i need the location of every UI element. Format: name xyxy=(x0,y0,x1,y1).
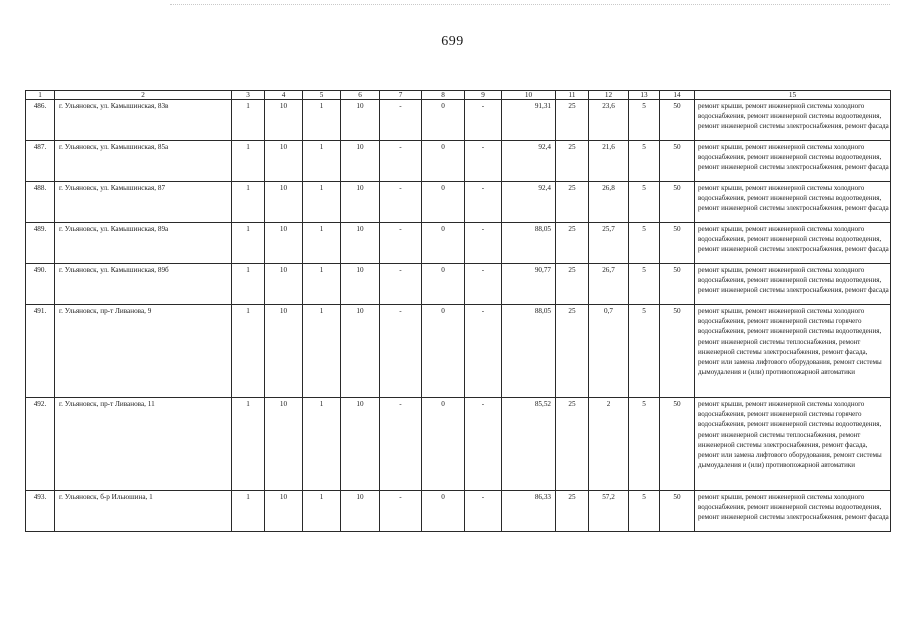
cell-col-8: 0 xyxy=(422,223,465,264)
cell-col-13: 5 xyxy=(629,305,660,398)
cell-col-4: 10 xyxy=(265,305,303,398)
cell-col-5: 1 xyxy=(303,182,341,223)
cell-col-10: 90,77 xyxy=(502,264,556,305)
cell-col-7: - xyxy=(380,100,422,141)
cell-col-14: 50 xyxy=(660,100,695,141)
table-row xyxy=(26,100,891,141)
cell-row-number: 488. xyxy=(26,182,55,223)
table-row xyxy=(26,223,891,264)
cell-address: г. Ульяновск, ул. Камышинская, 83в xyxy=(55,100,232,141)
cell-col-13: 5 xyxy=(629,141,660,182)
cell-col-4: 10 xyxy=(265,264,303,305)
cell-col-5: 1 xyxy=(303,264,341,305)
cell-col-3: 1 xyxy=(232,264,265,305)
cell-col-10: 85,52 xyxy=(502,398,556,491)
column-header-3: 3 xyxy=(232,91,265,100)
cell-work-types: ремонт крыши, ремонт инженерной системы холодного водоснабжения, ремонт инженерной системы водоотведения, ремонт инженерной системы электроснабжения, ремонт фасада xyxy=(695,182,891,223)
column-header-11: 11 xyxy=(556,91,589,100)
cell-row-number: 493. xyxy=(26,491,55,532)
cell-work-types: ремонт крыши, ремонт инженерной системы холодного водоснабжения, ремонт инженерной системы водоотведения, ремонт инженерной системы электроснабжения, ремонт фасада xyxy=(695,264,891,305)
table-body xyxy=(26,100,891,532)
cell-col-11: 25 xyxy=(556,141,589,182)
column-header-15: 15 xyxy=(695,91,891,100)
cell-col-4: 10 xyxy=(265,223,303,264)
cell-col-3: 1 xyxy=(232,305,265,398)
cell-row-number: 489. xyxy=(26,223,55,264)
cell-col-7: - xyxy=(380,182,422,223)
cell-col-6: 10 xyxy=(341,100,380,141)
cell-col-4: 10 xyxy=(265,491,303,532)
cell-col-11: 25 xyxy=(556,182,589,223)
cell-col-6: 10 xyxy=(341,305,380,398)
cell-col-7: - xyxy=(380,305,422,398)
cell-col-6: 10 xyxy=(341,398,380,491)
table-row xyxy=(26,491,891,532)
table-row xyxy=(26,264,891,305)
cell-col-10: 92,4 xyxy=(502,141,556,182)
cell-col-11: 25 xyxy=(556,398,589,491)
cell-row-number: 492. xyxy=(26,398,55,491)
cell-col-12: 0,7 xyxy=(589,305,629,398)
cell-col-5: 1 xyxy=(303,141,341,182)
cell-col-4: 10 xyxy=(265,100,303,141)
column-header-8: 8 xyxy=(422,91,465,100)
cell-col-11: 25 xyxy=(556,491,589,532)
cell-col-5: 1 xyxy=(303,100,341,141)
cell-col-7: - xyxy=(380,264,422,305)
cell-col-5: 1 xyxy=(303,491,341,532)
cell-col-4: 10 xyxy=(265,182,303,223)
cell-work-types: ремонт крыши, ремонт инженерной системы холодного водоснабжения, ремонт инженерной системы горячего водоснабжения, ремонт инженерной системы водоотведения, ремонт инженерной системы теплоснабжения, ремонт инженерной системы электроснабжения, ремонт фасада, ремонт или замена лифтового оборудования, ремонт системы дымоудаления и (или) противопожарной автоматики xyxy=(695,305,891,398)
cell-col-8: 0 xyxy=(422,491,465,532)
cell-col-9: - xyxy=(465,100,502,141)
cell-row-number: 490. xyxy=(26,264,55,305)
cell-col-6: 10 xyxy=(341,141,380,182)
cell-col-7: - xyxy=(380,141,422,182)
cell-work-types: ремонт крыши, ремонт инженерной системы холодного водоснабжения, ремонт инженерной системы водоотведения, ремонт инженерной системы электроснабжения, ремонт фасада xyxy=(695,141,891,182)
cell-col-13: 5 xyxy=(629,100,660,141)
cell-address: г. Ульяновск, ул. Камышинская, 89а xyxy=(55,223,232,264)
cell-work-types: ремонт крыши, ремонт инженерной системы холодного водоснабжения, ремонт инженерной системы водоотведения, ремонт инженерной системы электроснабжения, ремонт фасада xyxy=(695,223,891,264)
cell-col-12: 57,2 xyxy=(589,491,629,532)
column-header-14: 14 xyxy=(660,91,695,100)
cell-work-types: ремонт крыши, ремонт инженерной системы холодного водоснабжения, ремонт инженерной системы горячего водоснабжения, ремонт инженерной системы водоотведения, ремонт инженерной системы теплоснабжения, ремонт инженерной системы электроснабжения, ремонт фасада, ремонт или замена лифтового оборудования, ремонт системы дымоудаления и (или) противопожарной автоматики xyxy=(695,398,891,491)
cell-address: г. Ульяновск, пр-т Ливанова, 11 xyxy=(55,398,232,491)
column-header-1: 1 xyxy=(26,91,55,100)
page-number: 699 xyxy=(441,34,464,49)
cell-col-7: - xyxy=(380,223,422,264)
cell-col-9: - xyxy=(465,398,502,491)
cell-col-13: 5 xyxy=(629,398,660,491)
cell-work-types: ремонт крыши, ремонт инженерной системы холодного водоснабжения, ремонт инженерной системы водоотведения, ремонт инженерной системы электроснабжения, ремонт фасада xyxy=(695,100,891,141)
column-header-12: 12 xyxy=(589,91,629,100)
cell-col-12: 23,6 xyxy=(589,100,629,141)
cell-col-12: 26,7 xyxy=(589,264,629,305)
cell-col-9: - xyxy=(465,264,502,305)
cell-col-10: 91,31 xyxy=(502,100,556,141)
column-header-10: 10 xyxy=(502,91,556,100)
column-header-5: 5 xyxy=(303,91,341,100)
cell-col-10: 88,05 xyxy=(502,305,556,398)
cell-col-6: 10 xyxy=(341,264,380,305)
cell-col-14: 50 xyxy=(660,223,695,264)
cell-address: г. Ульяновск, б-р Ильюшина, 1 xyxy=(55,491,232,532)
cell-col-14: 50 xyxy=(660,398,695,491)
housing-repair-table xyxy=(25,90,891,532)
table-row xyxy=(26,398,891,491)
cell-col-11: 25 xyxy=(556,305,589,398)
cell-col-13: 5 xyxy=(629,491,660,532)
cell-col-14: 50 xyxy=(660,264,695,305)
cell-col-11: 25 xyxy=(556,264,589,305)
header-row xyxy=(26,91,891,100)
cell-col-5: 1 xyxy=(303,305,341,398)
cell-col-13: 5 xyxy=(629,182,660,223)
cell-col-4: 10 xyxy=(265,141,303,182)
cell-col-3: 1 xyxy=(232,398,265,491)
cell-col-8: 0 xyxy=(422,141,465,182)
cell-col-7: - xyxy=(380,491,422,532)
cell-col-9: - xyxy=(465,182,502,223)
cell-col-9: - xyxy=(465,223,502,264)
cell-col-3: 1 xyxy=(232,491,265,532)
cell-col-8: 0 xyxy=(422,100,465,141)
cell-col-5: 1 xyxy=(303,398,341,491)
cell-col-10: 86,33 xyxy=(502,491,556,532)
cell-col-10: 92,4 xyxy=(502,182,556,223)
column-header-6: 6 xyxy=(341,91,380,100)
cell-address: г. Ульяновск, пр-т Ливанова, 9 xyxy=(55,305,232,398)
cell-col-8: 0 xyxy=(422,305,465,398)
cell-col-11: 25 xyxy=(556,223,589,264)
cell-col-3: 1 xyxy=(232,182,265,223)
cell-row-number: 486. xyxy=(26,100,55,141)
cell-col-8: 0 xyxy=(422,264,465,305)
table-row xyxy=(26,141,891,182)
cell-col-12: 21,6 xyxy=(589,141,629,182)
cell-col-3: 1 xyxy=(232,141,265,182)
cell-col-3: 1 xyxy=(232,100,265,141)
column-header-2: 2 xyxy=(55,91,232,100)
cell-col-14: 50 xyxy=(660,305,695,398)
cell-col-5: 1 xyxy=(303,223,341,264)
cell-address: г. Ульяновск, ул. Камышинская, 87 xyxy=(55,182,232,223)
cell-col-6: 10 xyxy=(341,223,380,264)
column-header-4: 4 xyxy=(265,91,303,100)
column-header-9: 9 xyxy=(465,91,502,100)
column-header-13: 13 xyxy=(629,91,660,100)
cell-col-12: 26,8 xyxy=(589,182,629,223)
column-header-7: 7 xyxy=(380,91,422,100)
cell-col-6: 10 xyxy=(341,491,380,532)
cell-col-12: 2 xyxy=(589,398,629,491)
cell-col-4: 10 xyxy=(265,398,303,491)
cell-col-9: - xyxy=(465,141,502,182)
table-row xyxy=(26,305,891,398)
cell-col-7: - xyxy=(380,398,422,491)
cell-col-6: 10 xyxy=(341,182,380,223)
table-row xyxy=(26,182,891,223)
cell-col-9: - xyxy=(465,491,502,532)
cell-address: г. Ульяновск, ул. Камышинская, 89б xyxy=(55,264,232,305)
cell-col-11: 25 xyxy=(556,100,589,141)
cell-col-3: 1 xyxy=(232,223,265,264)
cell-work-types: ремонт крыши, ремонт инженерной системы холодного водоснабжения, ремонт инженерной системы водоотведения, ремонт инженерной системы электроснабжения, ремонт фасада xyxy=(695,491,891,532)
cell-address: г. Ульяновск, ул. Камышинская, 85а xyxy=(55,141,232,182)
cell-col-8: 0 xyxy=(422,182,465,223)
cell-col-10: 88,05 xyxy=(502,223,556,264)
cell-row-number: 487. xyxy=(26,141,55,182)
cell-col-13: 5 xyxy=(629,223,660,264)
cell-col-12: 25,7 xyxy=(589,223,629,264)
cell-row-number: 491. xyxy=(26,305,55,398)
cell-col-14: 50 xyxy=(660,491,695,532)
cell-col-8: 0 xyxy=(422,398,465,491)
cell-col-14: 50 xyxy=(660,141,695,182)
cell-col-13: 5 xyxy=(629,264,660,305)
cell-col-9: - xyxy=(465,305,502,398)
scan-artifact-line xyxy=(170,4,890,9)
cell-col-14: 50 xyxy=(660,182,695,223)
